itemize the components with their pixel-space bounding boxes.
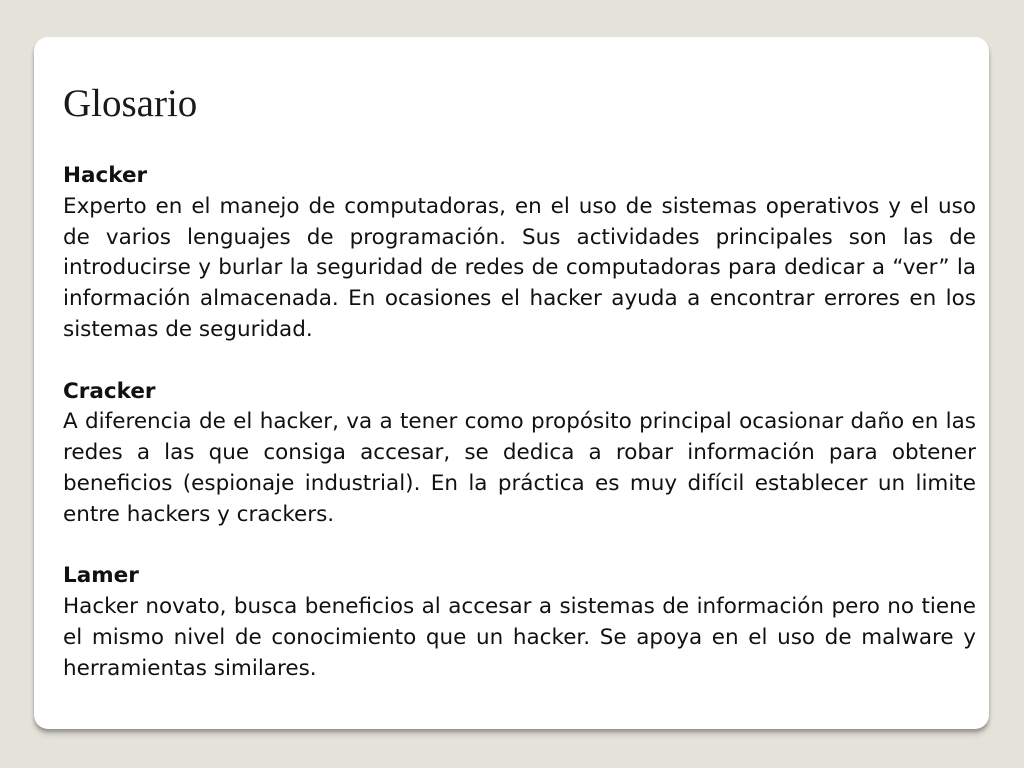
- slide-card: [34, 37, 989, 729]
- glossary-term: Lamer: [63, 563, 139, 589]
- glossary-body: [63, 161, 976, 685]
- glossary-term: Cracker: [63, 378, 156, 404]
- glossary-term: Hacker: [63, 163, 148, 188]
- glossary-definition: Hacker novato, busca beneficios al accesar a sistemas de información pero no tiene el mismo nivel de conocimiento que un hacker. Se apoya en el uso de malware y herramientas similares.: [63, 594, 976, 681]
- glossary-entry-cracker: [63, 377, 976, 531]
- slide-title: Glosario: [63, 82, 198, 125]
- glossary-definition: A diferencia de el hacker, va a tener como propósito principal ocasionar daño en las redes a las que consiga accesar, se dedica a robar información para obtener beneficios (espionaje industrial). En la práctica es muy difícil establecer un limite entre hackers y crackers.: [63, 409, 976, 527]
- glossary-entry-lamer: [63, 561, 976, 684]
- glossary-entry-hacker: [63, 161, 976, 346]
- glossary-definition: Experto en el manejo de computadoras, en el uso de sistemas operativos y el uso de varios lenguajes de programación. Sus actividades principales son las de introducirse y burlar la seguridad de redes de computadoras para dedicar a “ver” la información almacenada. En ocasiones el hacker ayuda a encontrar errores en los sistemas de seguridad.: [63, 193, 976, 342]
